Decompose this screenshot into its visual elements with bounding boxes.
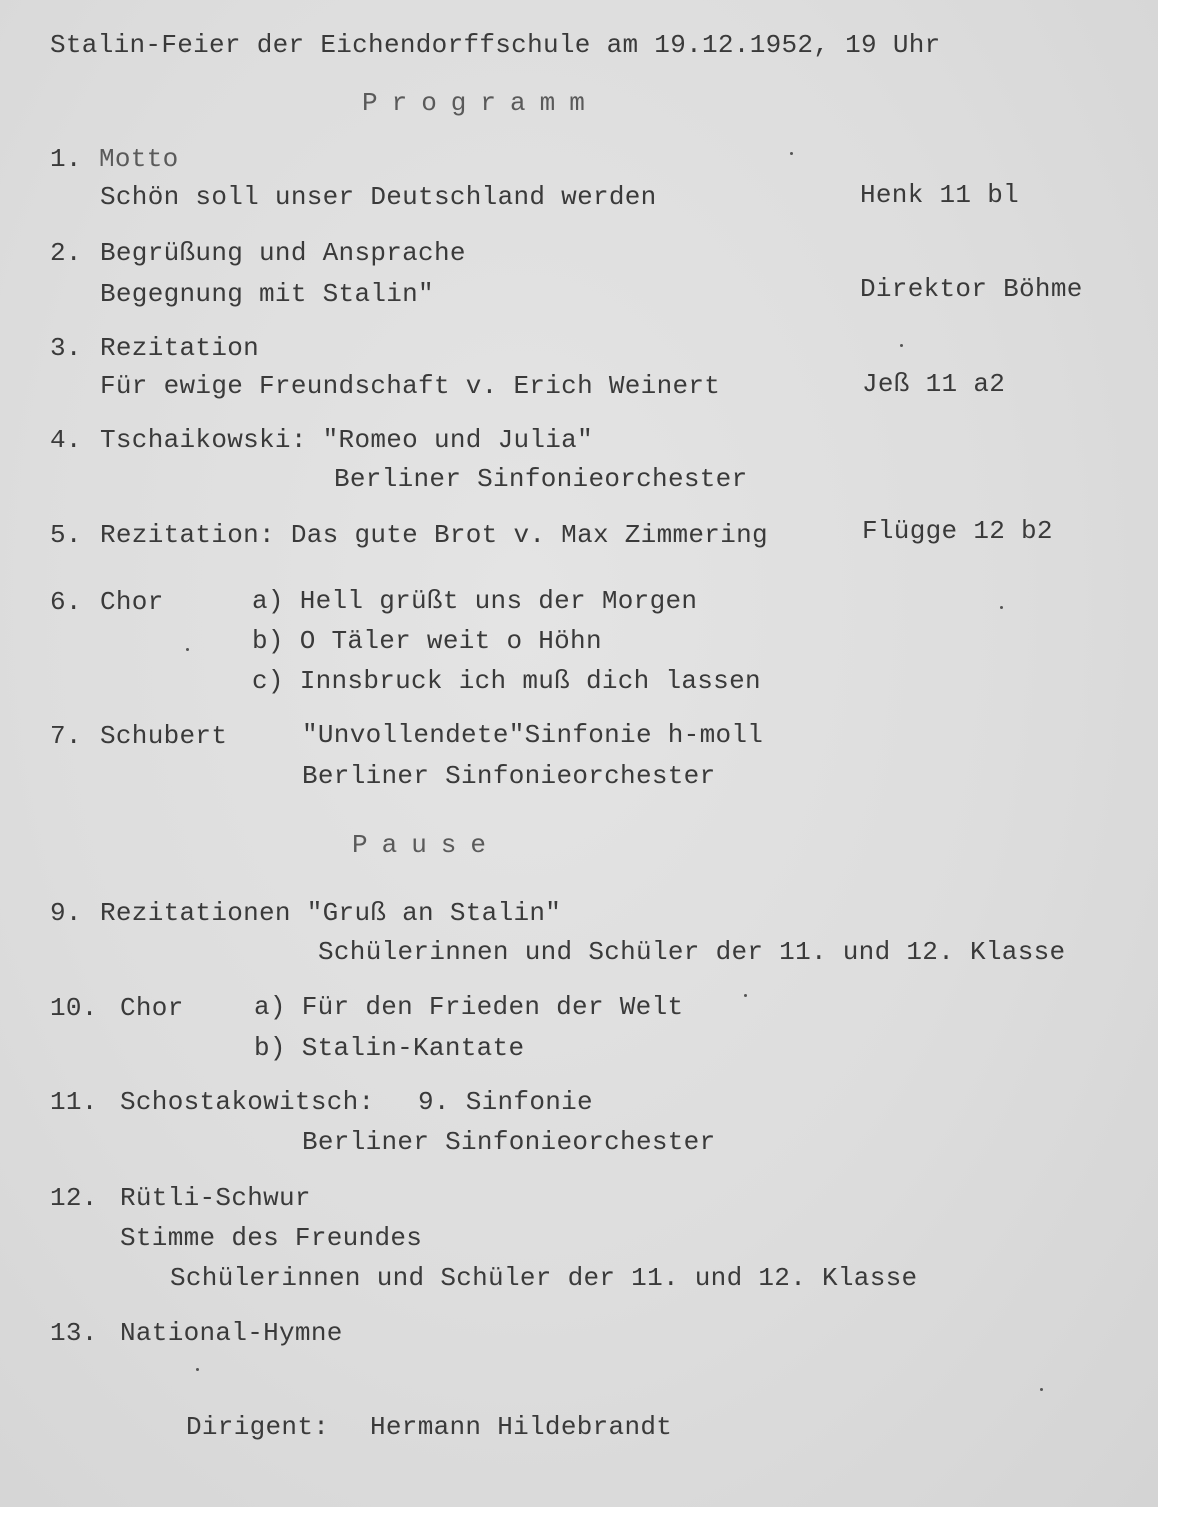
sub-item: b) O Täler weit o Höhn	[252, 626, 602, 656]
item-number: 13.	[50, 1318, 98, 1348]
item-detail: Schülerinnen und Schüler der 11. und 12. Klasse	[318, 937, 1066, 967]
conductor-label: Dirigent:	[186, 1412, 330, 1442]
paper-speck	[1040, 1388, 1043, 1391]
sub-item: a) Für den Frieden der Welt	[254, 992, 684, 1022]
item-title: Chor	[120, 993, 184, 1023]
item-title: Rütli-Schwur	[120, 1183, 311, 1213]
item-performer: Flügge 12 b2	[862, 516, 1053, 546]
item-title: Chor	[100, 587, 164, 617]
item-number: 4.	[50, 425, 82, 455]
item-work: 9. Sinfonie	[418, 1087, 593, 1117]
conductor-name: Hermann Hildebrandt	[370, 1412, 673, 1442]
item-detail: "Unvollendete"Sinfonie h-moll	[302, 720, 764, 750]
item-title: Motto	[99, 144, 179, 174]
item-title: Tschaikowski: "Romeo und Julia"	[100, 425, 593, 455]
item-number: 1.	[50, 144, 82, 174]
item-title: Rezitation	[100, 333, 260, 363]
item-detail: Schön soll unser Deutschland werden	[100, 182, 657, 212]
item-detail: Berliner Sinfonieorchester	[302, 1127, 716, 1157]
item-number: 5.	[50, 520, 82, 550]
paper-speck	[196, 1368, 199, 1371]
item-number: 12.	[50, 1183, 98, 1213]
paper-speck	[744, 994, 747, 997]
item-title: Rezitationen "Gruß an Stalin"	[100, 898, 562, 928]
item-detail: Für ewige Freundschaft v. Erich Weinert	[100, 371, 721, 401]
pause-heading: Pause	[352, 830, 501, 860]
program-heading: Programm	[362, 88, 599, 118]
paper-speck	[1000, 606, 1003, 609]
paper-speck	[790, 152, 793, 155]
item-number: 3.	[50, 333, 82, 363]
item-detail: Berliner Sinfonieorchester	[302, 761, 716, 791]
item-performer: Direktor Böhme	[860, 274, 1083, 304]
item-detail: Begegnung mit Stalin"	[100, 279, 434, 309]
item-number: 11.	[50, 1087, 98, 1117]
item-number: 9.	[50, 898, 82, 928]
item-title: National-Hymne	[120, 1318, 343, 1348]
sub-item: b) Stalin-Kantate	[254, 1033, 525, 1063]
item-detail: Stimme des Freundes	[120, 1223, 423, 1253]
item-detail: Berliner Sinfonieorchester	[334, 464, 748, 494]
item-number: 7.	[50, 721, 82, 751]
item-number: 2.	[50, 238, 82, 268]
item-title: Schostakowitsch:	[120, 1087, 375, 1117]
item-number: 6.	[50, 587, 82, 617]
item-detail: Schülerinnen und Schüler der 11. und 12. Klasse	[170, 1263, 918, 1293]
item-title: Schubert	[100, 721, 228, 751]
item-title: Rezitation: Das gute Brot v. Max Zimmering	[100, 520, 768, 550]
item-performer: Jeß 11 a2	[862, 369, 1006, 399]
item-number: 10.	[50, 993, 98, 1023]
paper-speck	[900, 344, 903, 347]
item-title: Begrüßung und Ansprache	[100, 238, 466, 268]
item-performer: Henk 11 bl	[860, 180, 1020, 210]
sub-item: c) Innsbruck ich muß dich lassen	[252, 666, 761, 696]
document-title: Stalin-Feier der Eichendorffschule am 19.12.1952, 19 Uhr	[50, 30, 941, 60]
paper-speck	[186, 648, 189, 651]
sub-item: a) Hell grüßt uns der Morgen	[252, 586, 698, 616]
